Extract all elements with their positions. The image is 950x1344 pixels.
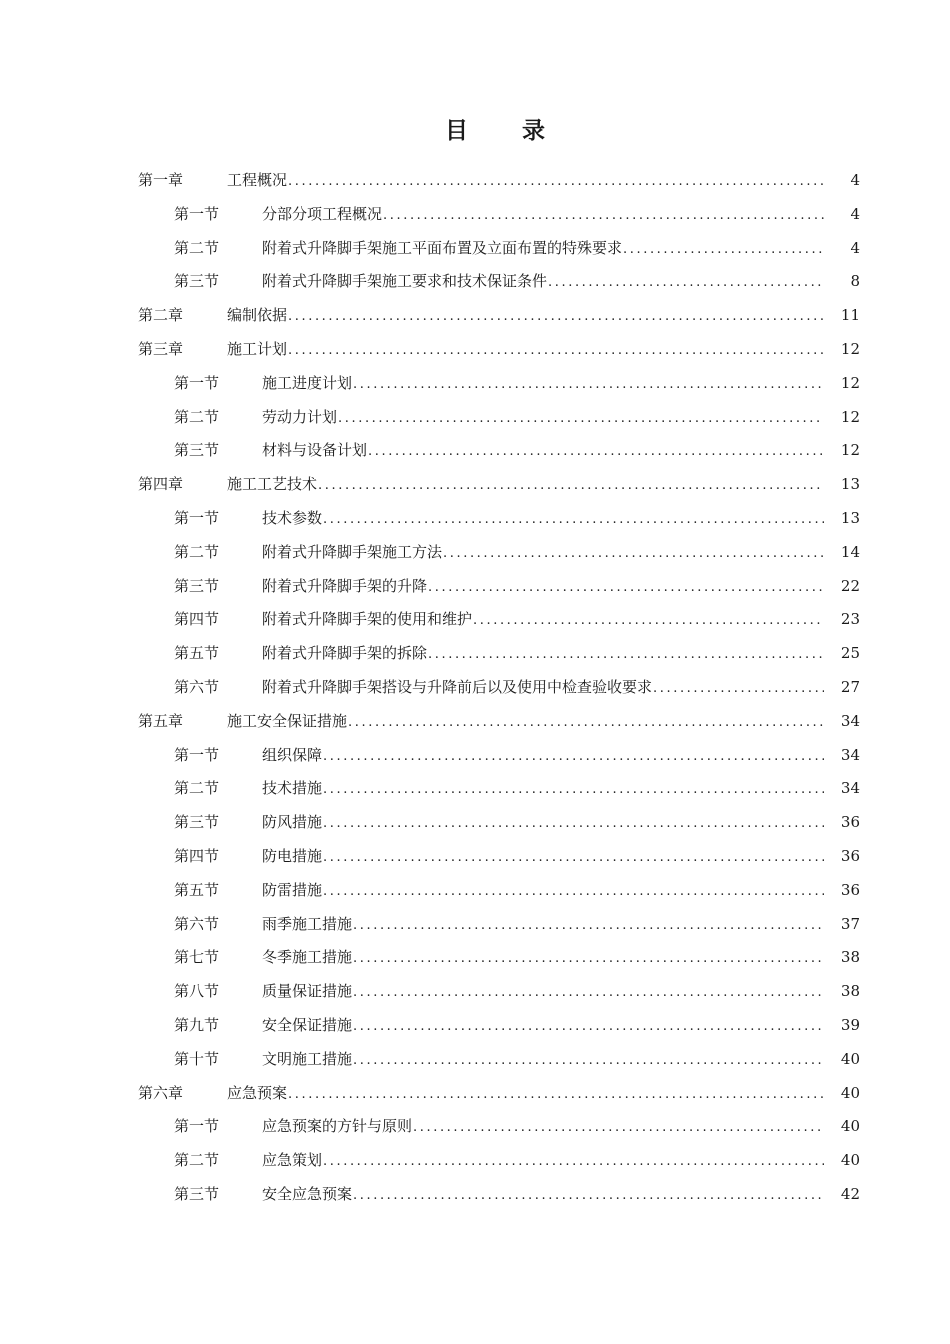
toc-entry-body: [227, 333, 824, 368]
toc-title: [0, 112, 950, 145]
toc-dot-leader: [348, 706, 824, 740]
toc-chapter-entry[interactable]: [0, 1077, 950, 1111]
toc-entry-body: [227, 468, 824, 503]
toc-page-number: 12: [840, 373, 860, 392]
toc-title-left: 目: [445, 118, 468, 144]
toc-page-number: 34: [840, 711, 860, 730]
toc-page-number: 25: [840, 644, 860, 663]
toc-title-right: 录: [522, 118, 545, 144]
toc-dot-leader: [473, 604, 824, 638]
toc-page-number: 8: [850, 272, 860, 291]
toc-entry-number: 第一节: [174, 508, 220, 527]
toc-entry-body: [262, 941, 824, 976]
toc-section-entry[interactable]: [0, 536, 950, 570]
toc-page-number: 12: [840, 407, 860, 426]
toc-entry-body: [262, 536, 824, 571]
toc-section-entry[interactable]: [0, 671, 950, 705]
toc-dot-leader: [323, 1145, 824, 1179]
toc-entry-number: 第五章: [138, 711, 184, 730]
toc-entry-title: 质量保证措施: [262, 982, 353, 1001]
toc-entry-body: [262, 637, 824, 672]
toc-page-number: 13: [840, 508, 860, 527]
toc-chapter-entry[interactable]: [0, 333, 950, 367]
toc-entry-number: 第四节: [174, 610, 220, 629]
toc-entry-number: 第五节: [174, 880, 220, 899]
toc-section-entry[interactable]: [0, 975, 950, 1009]
toc-section-entry[interactable]: [0, 502, 950, 536]
toc-page-number: 14: [840, 542, 860, 561]
toc-entry-number: 第四节: [174, 846, 220, 865]
toc-page-number: 27: [840, 677, 860, 696]
toc-entry-number: 第六节: [174, 914, 220, 933]
toc-entry-number: 第二节: [174, 238, 220, 257]
toc-entry-title: 防雷措施: [262, 880, 323, 899]
toc-section-entry[interactable]: [0, 874, 950, 908]
toc-entry-number: 第二节: [174, 1151, 220, 1170]
toc-entry-title: 附着式升降脚手架的拆除: [262, 644, 428, 663]
toc-section-entry[interactable]: [0, 908, 950, 942]
toc-entry-title: 施工计划: [227, 339, 288, 358]
toc-entry-title: 分部分项工程概况: [262, 204, 383, 223]
toc-entry-title: 附着式升降脚手架搭设与升降前后以及使用中检查验收要求: [262, 677, 653, 696]
toc-dot-leader: [353, 976, 824, 1010]
toc-entry-number: 第九节: [174, 1015, 220, 1034]
toc-entry-body: [262, 570, 824, 605]
toc-entry-body: [227, 299, 824, 334]
toc-dot-leader: [443, 537, 824, 571]
toc-section-entry[interactable]: [0, 941, 950, 975]
toc-entry-number: 第三节: [174, 1184, 220, 1203]
toc-entry-number: 第一节: [174, 1117, 220, 1136]
toc-entry-body: [262, 840, 824, 875]
toc-section-entry[interactable]: [0, 232, 950, 266]
toc-entry-body: [262, 367, 824, 402]
toc-entry-body: [262, 1178, 824, 1213]
toc-page-number: 36: [840, 880, 860, 899]
toc-dot-leader: [323, 503, 824, 537]
toc-dot-leader: [323, 773, 824, 807]
toc-entry-body: [262, 1110, 824, 1145]
toc-page-number: 11: [840, 306, 860, 325]
toc-page-number: 22: [840, 576, 860, 595]
toc-page-number: 40: [840, 1117, 860, 1136]
toc-entry-title: 防风措施: [262, 813, 323, 832]
toc-dot-leader: [383, 199, 824, 233]
toc-dot-leader: [353, 909, 824, 943]
toc-dot-leader: [653, 672, 824, 706]
toc-section-entry[interactable]: [0, 367, 950, 401]
toc-entry-number: 第一节: [174, 204, 220, 223]
toc-entry-title: 劳动力计划: [262, 407, 338, 426]
toc-entry-title: 技术措施: [262, 779, 323, 798]
toc-entry-title: 附着式升降脚手架的使用和维护: [262, 610, 473, 629]
toc-page-number: 40: [840, 1151, 860, 1170]
toc-dot-leader: [353, 1179, 824, 1213]
toc-dot-leader: [323, 841, 824, 875]
toc-page-number: 34: [840, 745, 860, 764]
toc-page-number: 40: [840, 1083, 860, 1102]
toc-entry-body: [262, 434, 824, 469]
toc-entry-body: [262, 401, 824, 436]
toc-entry-number: 第七节: [174, 948, 220, 967]
toc-entry-body: [262, 1144, 824, 1179]
toc-page-number: 40: [840, 1049, 860, 1068]
toc-section-entry[interactable]: [0, 637, 950, 671]
toc-entry-number: 第一章: [138, 171, 184, 189]
toc-dot-leader: [353, 942, 824, 976]
toc-dot-leader: [323, 740, 824, 774]
toc-section-entry[interactable]: [0, 401, 950, 435]
toc-dot-leader: [323, 875, 824, 909]
toc-dot-leader: [288, 165, 824, 199]
toc-entry-body: [262, 603, 824, 638]
toc-dot-leader: [368, 435, 824, 469]
toc-page-number: 36: [840, 813, 860, 832]
toc-dot-leader: [318, 469, 824, 503]
toc-entry-title: 附着式升降脚手架施工方法: [262, 542, 443, 561]
toc-entry-title: 施工工艺技术: [227, 475, 318, 494]
toc-entry-title: 附着式升降脚手架施工要求和技术保证条件: [262, 272, 548, 291]
toc-section-entry[interactable]: [0, 1043, 950, 1077]
toc-dot-leader: [428, 571, 824, 605]
toc-list: [0, 164, 950, 1212]
toc-chapter-entry[interactable]: [0, 299, 950, 333]
toc-dot-leader: [338, 402, 824, 436]
toc-section-entry[interactable]: [0, 434, 950, 468]
toc-section-entry[interactable]: [0, 806, 950, 840]
toc-entry-number: 第六章: [138, 1083, 184, 1102]
toc-section-entry[interactable]: [0, 1144, 950, 1178]
toc-entry-title: 应急预案的方针与原则: [262, 1117, 413, 1136]
toc-dot-leader: [353, 368, 824, 402]
toc-entry-title: 安全应急预案: [262, 1184, 353, 1203]
toc-entry-body: [227, 1077, 824, 1112]
toc-entry-number: 第三节: [174, 576, 220, 595]
toc-section-entry[interactable]: [0, 570, 950, 604]
toc-dot-leader: [323, 807, 824, 841]
toc-page-number: 4: [850, 171, 860, 189]
toc-dot-leader: [623, 233, 824, 267]
toc-entry-title: 施工进度计划: [262, 373, 353, 392]
toc-section-entry[interactable]: [0, 1110, 950, 1144]
toc-section-entry[interactable]: [0, 772, 950, 806]
toc-entry-title: 应急预案: [227, 1083, 288, 1102]
toc-dot-leader: [548, 266, 824, 300]
toc-dot-leader: [288, 1078, 824, 1112]
toc-page-number: 13: [840, 475, 860, 494]
toc-entry-body: [262, 772, 824, 807]
toc-entry-body: [262, 739, 824, 774]
toc-entry-title: 组织保障: [262, 745, 323, 764]
toc-page-number: 38: [840, 948, 860, 967]
toc-entry-number: 第二章: [138, 306, 184, 325]
toc-entry-title: 雨季施工措施: [262, 914, 353, 933]
toc-entry-number: 第一节: [174, 373, 220, 392]
toc-section-entry[interactable]: [0, 840, 950, 874]
toc-section-entry[interactable]: [0, 265, 950, 299]
toc-entry-number: 第五节: [174, 644, 220, 663]
toc-entry-title: 工程概况: [227, 171, 288, 189]
toc-entry-number: 第十节: [174, 1049, 220, 1068]
toc-entry-body: [227, 164, 824, 199]
toc-entry-number: 第三节: [174, 813, 220, 832]
toc-dot-leader: [288, 334, 824, 368]
toc-entry-number: 第三节: [174, 441, 220, 460]
toc-entry-number: 第一节: [174, 745, 220, 764]
toc-entry-title: 附着式升降脚手架的升降: [262, 576, 428, 595]
toc-dot-leader: [288, 300, 824, 334]
toc-entry-number: 第二节: [174, 779, 220, 798]
toc-entry-body: [262, 1043, 824, 1078]
toc-entry-body: [262, 806, 824, 841]
toc-section-entry[interactable]: [0, 603, 950, 637]
toc-entry-body: [262, 198, 824, 233]
toc-page-number: 38: [840, 982, 860, 1001]
toc-entry-title: 技术参数: [262, 508, 323, 527]
toc-entry-number: 第三节: [174, 272, 220, 291]
toc-chapter-entry[interactable]: [0, 468, 950, 502]
toc-dot-leader: [428, 638, 824, 672]
toc-page-number: 12: [840, 339, 860, 358]
toc-entry-number: 第三章: [138, 339, 184, 358]
toc-page-number: 39: [840, 1015, 860, 1034]
toc-entry-body: [262, 502, 824, 537]
toc-page-number: 36: [840, 846, 860, 865]
toc-page-number: 42: [840, 1184, 860, 1203]
toc-page-number: 23: [840, 610, 860, 629]
toc-section-entry[interactable]: [0, 739, 950, 773]
toc-entry-number: 第六节: [174, 677, 220, 696]
toc-entry-body: [262, 975, 824, 1010]
toc-entry-body: [227, 705, 824, 740]
toc-dot-leader: [413, 1111, 824, 1145]
toc-entry-body: [262, 232, 824, 267]
toc-entry-body: [262, 671, 824, 706]
toc-entry-title: 材料与设备计划: [262, 441, 368, 460]
toc-entry-title: 编制依据: [227, 306, 288, 325]
toc-page-number: 4: [850, 238, 860, 257]
toc-entry-title: 附着式升降脚手架施工平面布置及立面布置的特殊要求: [262, 238, 623, 257]
toc-entry-title: 防电措施: [262, 846, 323, 865]
toc-page-number: 12: [840, 441, 860, 460]
toc-section-entry[interactable]: [0, 198, 950, 232]
toc-entry-number: 第八节: [174, 982, 220, 1001]
toc-entry-title: 施工安全保证措施: [227, 711, 348, 730]
toc-entry-title: 安全保证措施: [262, 1015, 353, 1034]
toc-entry-body: [262, 908, 824, 943]
toc-entry-title: 应急策划: [262, 1151, 323, 1170]
toc-entry-title: 冬季施工措施: [262, 948, 353, 967]
toc-section-entry[interactable]: [0, 1009, 950, 1043]
toc-chapter-entry[interactable]: [0, 164, 950, 198]
toc-page-number: 34: [840, 779, 860, 798]
toc-entry-title: 文明施工措施: [262, 1049, 353, 1068]
toc-entry-number: 第四章: [138, 475, 184, 494]
toc-entry-body: [262, 265, 824, 300]
toc-entry-body: [262, 1009, 824, 1044]
toc-chapter-entry[interactable]: [0, 705, 950, 739]
toc-page-number: 4: [850, 204, 860, 223]
toc-page-number: 37: [840, 914, 860, 933]
toc-section-entry[interactable]: [0, 1178, 950, 1212]
toc-entry-number: 第二节: [174, 407, 220, 426]
toc-entry-number: 第二节: [174, 542, 220, 561]
toc-entry-body: [262, 874, 824, 909]
toc-dot-leader: [353, 1044, 824, 1078]
toc-dot-leader: [353, 1010, 824, 1044]
